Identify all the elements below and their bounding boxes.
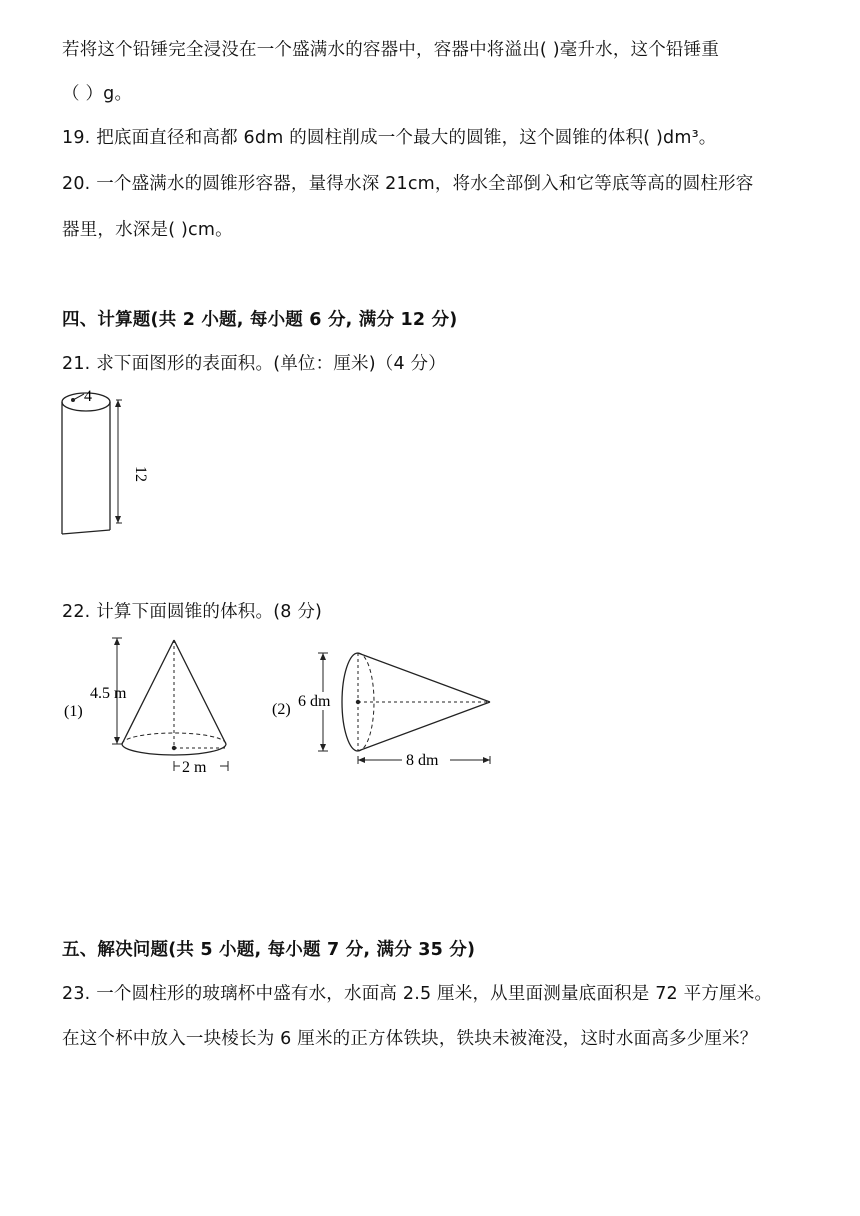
q23-line2: 在这个杯中放入一块棱长为 6 厘米的正方体铁块，铁块未被淹没，这时水面高多少厘米？ <box>62 1029 758 1049</box>
q22-fig2-length-label: 8 dm <box>406 752 439 769</box>
q19-text: 19. 把底面直径和高都 6dm 的圆柱削成一个最大的圆锥，这个圆锥的体积( )dm³。 <box>62 128 717 148</box>
q21-half-cylinder-figure <box>56 380 156 542</box>
q22-fig2-diameter-label: 6 dm <box>298 693 331 710</box>
section4-heading: 四、计算题(共 2 小题, 每小题 6 分, 满分 12 分) <box>62 310 458 330</box>
q21-radius-label: 4 <box>84 388 92 405</box>
q23-line1: 23. 一个圆柱形的玻璃杯中盛有水，水面高 2.5 厘米，从里面测量底面积是 72 平方厘米。 <box>62 984 773 1004</box>
section5-heading: 五、解决问题(共 5 小题, 每小题 7 分, 满分 35 分) <box>62 940 476 960</box>
q22-fig1-radius-label: 2 m <box>182 759 207 776</box>
q22-text: 22. 计算下面圆锥的体积。(8 分) <box>62 602 323 622</box>
q22-cone1-figure <box>60 634 240 786</box>
q22-fig1-tag: (1) <box>64 703 83 720</box>
q20-line1: 20. 一个盛满水的圆锥形容器，量得水深 21cm，将水全部倒入和它等底等高的圆柱形容 <box>62 174 754 194</box>
q21-height-label: 12 <box>132 466 149 482</box>
q22-fig2-tag: (2) <box>272 701 291 718</box>
q18-line1: 若将这个铅锤完全浸没在一个盛满水的容器中，容器中将溢出( )毫升水，这个铅锤重 <box>62 40 720 60</box>
q22-cone2-figure <box>268 640 498 770</box>
q22-fig1-height-label: 4.5 m <box>90 685 127 702</box>
q18-line2: （ ）g。 <box>62 84 133 104</box>
q21-text: 21. 求下面图形的表面积。(单位：厘米)（4 分） <box>62 354 446 374</box>
q20-line2: 器里，水深是( )cm。 <box>62 220 233 240</box>
